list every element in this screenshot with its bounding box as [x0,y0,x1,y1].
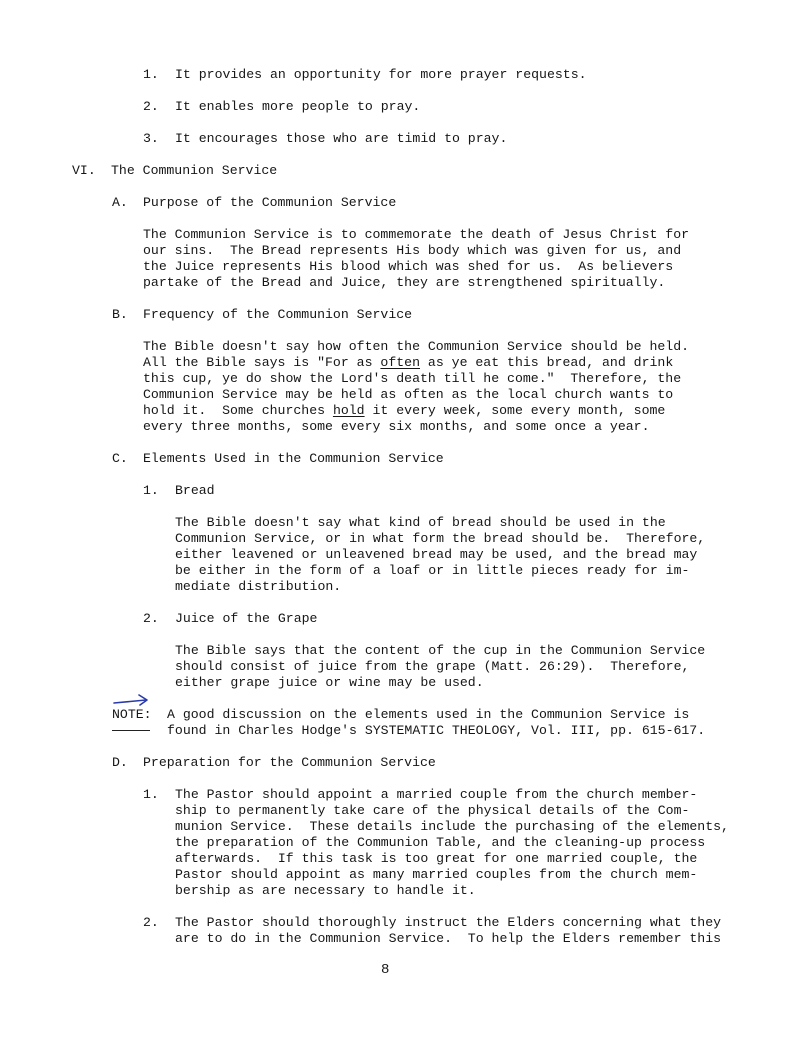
subsection-title: Purpose of the Communion Service [143,195,397,210]
list-item-num: 3. [143,131,159,146]
paragraph-line: every three months, some every six months, and some once a year. [143,419,650,434]
paragraph-line: The Bible doesn't say what kind of bread should be used in the [175,515,666,530]
list-item-title: Juice of the Grape [175,611,318,626]
paragraph-line: The Bible doesn't say how often the Communion Service should be held. [143,339,690,354]
paragraph-line: ship to permanently take care of the physical details of the Com- [175,803,690,818]
list-item-num: 2. [143,99,159,114]
paragraph-line: Communion Service, or in what form the bread should be. Therefore, [175,531,706,546]
list-item-num: 1. [143,67,159,82]
paragraph-line [143,355,673,371]
list-item-text: It encourages those who are timid to pray. [175,131,508,146]
note-label: NOTE: [112,707,152,722]
list-item-num: 1. [143,787,159,802]
subsection-letter: C. [112,451,128,466]
paragraph-line: be either in the form of a loaf or in little pieces ready for im- [175,563,690,578]
paragraph-line: are to do in the Communion Service. To help the Elders remember this [175,931,722,946]
list-item-num: 1. [143,483,159,498]
paragraph-line [143,403,665,419]
section-number: VI. [72,163,96,178]
paragraph-line: bership as are necessary to handle it. [175,883,476,898]
paragraph-line: should consist of juice from the grape (Matt. 26:29). Therefore, [175,659,690,674]
subsection-letter: B. [112,307,128,322]
note-line: A good discussion on the elements used in the Communion Service is [167,707,690,722]
note-underline [112,730,150,731]
subsection-title: Preparation for the Communion Service [143,755,436,770]
paragraph-line: Pastor should appoint as many married couples from the church mem- [175,867,698,882]
subsection-title: Frequency of the Communion Service [143,307,413,322]
section-title: The Communion Service [111,163,278,178]
paragraph-line: mediate distribution. [175,579,342,594]
text-segment: it every week, some every month, some [364,403,666,418]
underlined-word: hold [332,403,365,418]
paragraph-line: either grape juice or wine may be used. [175,675,484,690]
paragraph-line: our sins. The Bread represents His body which was given for us, and [143,243,682,258]
text-segment: hold it. Some churches [143,403,333,418]
page-number: 8 [381,962,390,978]
list-item-text: It provides an opportunity for more prayer requests. [175,67,587,82]
note-line: found in Charles Hodge's SYSTEMATIC THEOLOGY, Vol. III, pp. 615-617. [167,723,706,738]
paragraph-line: either leavened or unleavened bread may be used, and the bread may [175,547,698,562]
list-item-num: 2. [143,915,159,930]
subsection-letter: D. [112,755,128,770]
handwritten-arrow-icon [112,694,152,708]
paragraph-line: afterwards. If this task is too great for one married couple, the [175,851,698,866]
paragraph-line: The Communion Service is to commemorate the death of Jesus Christ for [143,227,690,242]
text-segment: as ye eat this bread, and drink [420,355,674,370]
paragraph-line: the preparation of the Communion Table, and the cleaning-up process [175,835,706,850]
paragraph-line: this cup, ye do show the Lord's death till he come." Therefore, the [143,371,682,386]
paragraph-line: the Juice represents His blood which was shed for us. As believers [143,259,674,274]
paragraph-line: Communion Service may be held as often as the local church wants to [143,387,674,402]
paragraph-line: The Pastor should thoroughly instruct the Elders concerning what they [175,915,722,930]
list-item-title: Bread [175,483,215,498]
paragraph-line: partake of the Bread and Juice, they are strengthened spiritually. [143,275,666,290]
text-segment: All the Bible says is "For as [143,355,381,370]
subsection-title: Elements Used in the Communion Service [143,451,444,466]
underlined-word: often [380,355,420,370]
paragraph-line: The Bible says that the content of the cup in the Communion Service [175,643,706,658]
list-item-num: 2. [143,611,159,626]
list-item-text: It enables more people to pray. [175,99,421,114]
paragraph-line: The Pastor should appoint a married couple from the church member- [175,787,698,802]
paragraph-line: munion Service. These details include the purchasing of the elements, [175,819,729,834]
subsection-letter: A. [112,195,128,210]
